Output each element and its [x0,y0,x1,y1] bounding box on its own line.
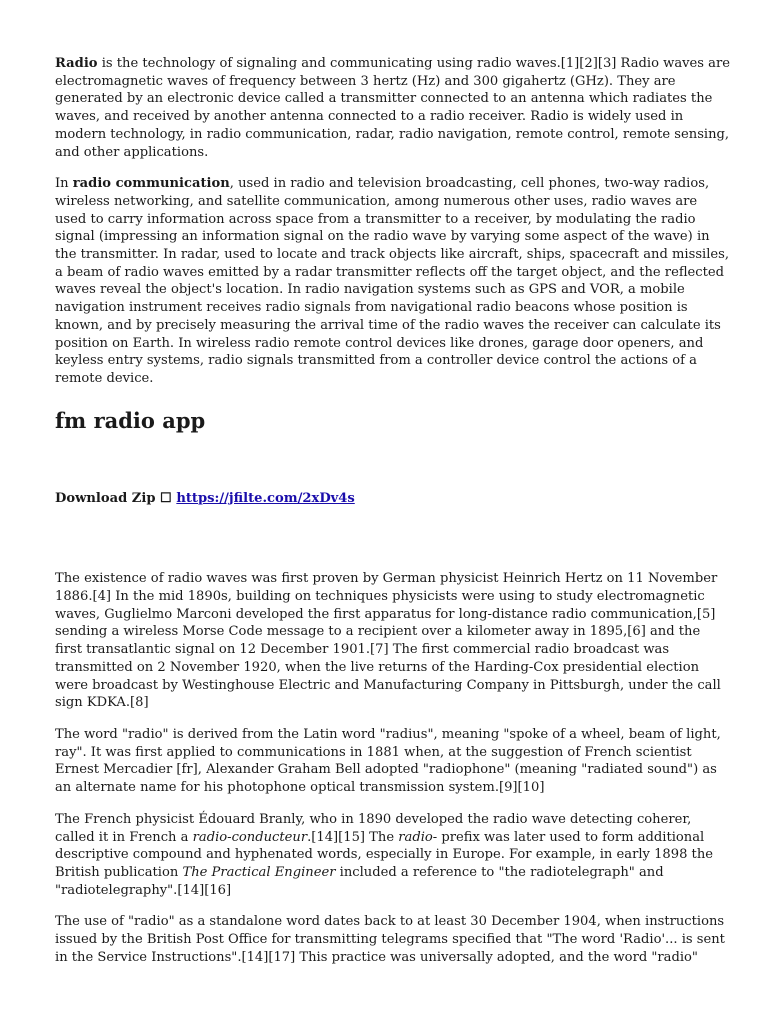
branly-text-4: included a reference to "the radiotelegraph" and "radiotelegraphy".[14][16] [55,864,664,898]
intro-paragraph [55,55,730,161]
branly-paragraph [55,811,730,900]
publication-title: The Practical Engineer [182,864,336,880]
radio-conducteur-term: radio-conducteur [192,829,308,845]
history-paragraph: The existence of radio waves was first proven by German physicist Heinrich Hertz on 11 November 1886.[4] In the mid 1890s, building on techniques physicists were using to study electromagnetic waves, Guglielmo Marconi developed the first apparatus for long-distance radio communication,[5] sending a wireless Morse Code message to a recipient over a kilometer away in 1895,[6] and the first transatlantic signal on 12 December 1901.[7] The first commercial radio broadcast was transmitted on 2 November 1920, when the live returns of the Harding-Cox presidential election were broadcast by Westinghouse Electric and Manufacturing Company in Pittsburgh, under the call sign KDKA.[8] [55,571,721,711]
radio-prefix-term: radio- [398,829,438,845]
radio-term: Radio [55,56,98,71]
section-heading: fm radio app [55,407,206,433]
branly-text-2: .[14][15] The [307,829,399,845]
spacer [55,507,730,570]
standalone-word-paragraph: The use of "radio" as a standalone word dates back to at least 30 December 1904, when instructions issued by the British Post Office for transmitting telegrams specified that "The word 'Radio'... is sent in the Service Instructions".[14][17] This practice was universally adopted, and the word "radio" [55,914,725,965]
branly-text-3: prefix was later used to form additional descriptive compound and hyphenated words, especially in Europe. For example, in early 1898 the British publication [55,829,713,880]
etymology-paragraph: The word "radio" is derived from the Latin word "radius", meaning "spoke of a wheel, beam of light, ray". It was first applied to communications in 1881 when, at the suggestion of French scientist Ernest Mercadier [fr], Alexander Graham Bell adopted "radiophone" (meaning "radiated sound") as an alternate name for his photophone optical transmission system.[9][10] [55,726,721,796]
download-line [55,490,730,508]
radio-communication-term: radio communication [72,176,230,192]
branly-text-1: The French physicist Édouard Branly, who in 1890 developed the radio wave detecting coherer, called it in French a [55,811,692,845]
rc-lead: In [55,176,73,192]
radio-communication-paragraph [55,175,730,387]
intro-text: is the technology of signaling and communicating using radio waves.[1][2][3] Radio waves are electromagnetic waves of frequency between 3 hertz (Hz) and 300 gigahertz (GHz). They are generated by an electronic device called a transmitter connected to an antenna which radiates the waves, and received by another antenna connected to a radio receiver. Radio is widely used in modern technology, in radio communication, radar, radio navigation, remote control, remote sensing, and other applications. [55,56,730,160]
download-label: Download Zip ☐ [55,490,177,506]
rc-text: , used in radio and television broadcasting, cell phones, two-way radios, wireless networking, and satellite communication, among numerous other uses, radio waves are used to carry information across space from a transmitter to a receiver, by modulating the radio signal (impressing an information signal on the radio wave by varying some aspect of the wave) in the transmitter. In radar, used to locate and track objects like aircraft, ships, spacecraft and missiles, a beam of radio waves emitted by a radar transmitter reflects off the target object, and the reflected waves reveal the object's location. In radio navigation systems such as GPS and VOR, a mobile navigation instrument receives radio signals from navigational radio beacons whose position is known, and by precisely measuring the arrival time of the radio waves the receiver can calculate its position on Earth. In wireless radio remote control devices like drones, garage door openers, and keyless entry systems, radio signals transmitted from a controller device control the actions of a remote device. [55,176,730,386]
download-link[interactable]: https://jfilte.com/2xDv4s [176,490,355,506]
